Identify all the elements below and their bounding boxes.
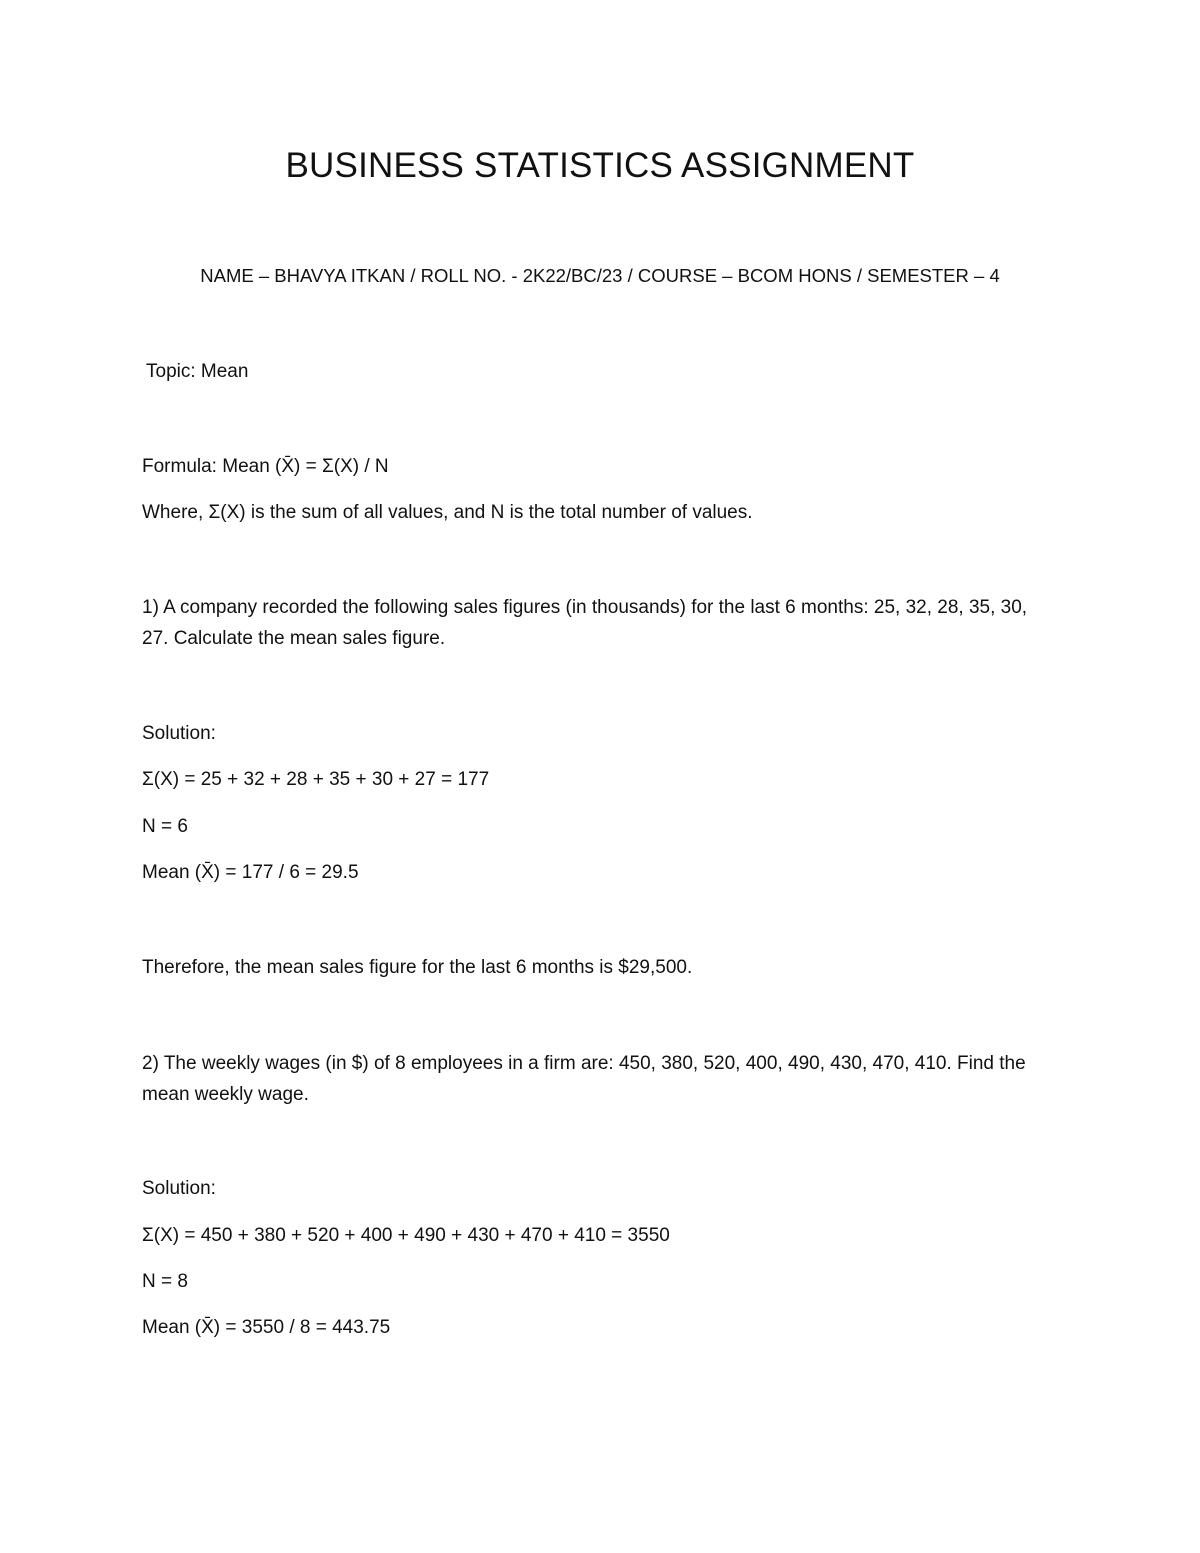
q2-mean-line: Mean (X̄) = 3550 / 8 = 443.75: [142, 1317, 391, 1338]
q1-n-line: N = 6: [142, 816, 188, 837]
formula-note: Where, Σ(X) is the sum of all values, and N is the total number of values.: [142, 502, 753, 523]
question-1: 1) A company recorded the following sales figures (in thousands) for the last 6 months: 25, 32, 28, 35, 30, 27. Calculate the mean sales figure.: [142, 597, 1028, 649]
formula-text: Formula: Mean (X̄) = Σ(X) / N: [142, 456, 389, 477]
student-info: NAME – BHAVYA ITKAN / ROLL NO. - 2K22/BC/23 / COURSE – BCOM HONS / SEMESTER – 4: [200, 265, 1000, 286]
q1-mean-line: Mean (X̄) = 177 / 6 = 29.5: [142, 862, 359, 883]
q1-solution-label: Solution:: [142, 723, 216, 744]
q2-solution-label: Solution:: [142, 1178, 216, 1199]
question-2: 2) The weekly wages (in $) of 8 employees in a firm are: 450, 380, 520, 400, 490, 430, 470, 410. Find the mean weekly wage.: [142, 1053, 1026, 1105]
document-title: BUSINESS STATISTICS ASSIGNMENT: [285, 146, 915, 185]
topic-heading: Topic: Mean: [146, 361, 249, 382]
q2-sum-line: Σ(X) = 450 + 380 + 520 + 400 + 490 + 430 + 470 + 410 = 3550: [142, 1225, 670, 1246]
q2-n-line: N = 8: [142, 1271, 188, 1292]
q1-conclusion: Therefore, the mean sales figure for the last 6 months is $29,500.: [142, 957, 693, 978]
q1-sum-line: Σ(X) = 25 + 32 + 28 + 35 + 30 + 27 = 177: [142, 769, 490, 790]
